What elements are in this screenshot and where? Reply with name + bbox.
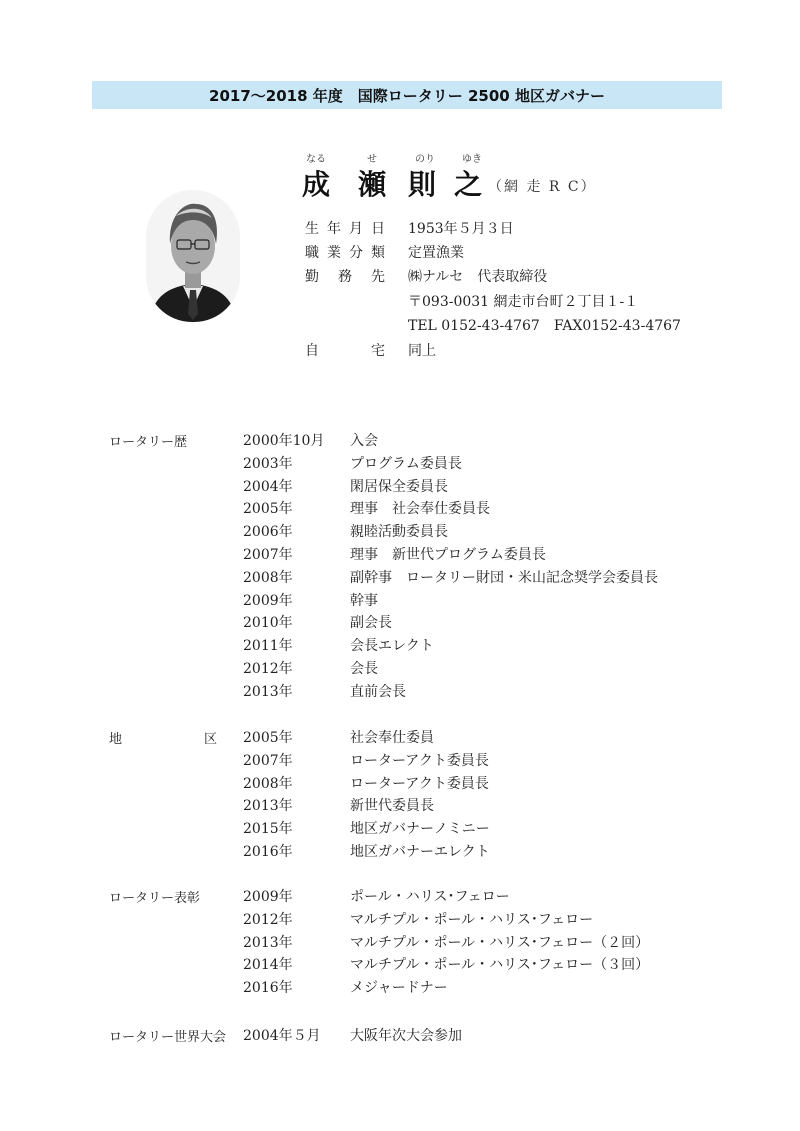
history-year: 2014年 [243,957,293,974]
history-desc: ローターアクト委員長 [350,752,489,769]
profile-label: 自 宅 [305,343,385,359]
history-desc: 理事 新世代プログラム委員長 [350,547,546,563]
history-year: 2013年 [243,934,293,951]
section-label: ロータリー表彰 [109,891,201,906]
history-desc: マルチプル・ポール・ハリス･フェロー（２回） [350,934,650,951]
history-desc: メジャードナー [350,980,448,997]
history-desc: 会長エレクト [350,638,434,655]
profile-value: TEL 0152-43-4767 FAX0152-43-4767 [408,318,681,334]
history-year: 2012年 [243,661,293,677]
history-desc: 幹事 [350,592,378,609]
history-desc: 親睦活動委員長 [350,524,448,541]
history-year: 2007年 [243,547,293,563]
profile-value: 定置漁業 [408,245,464,261]
profile-value: 〒093-0031 網走市台町２丁目１-１ [408,294,639,310]
history-desc: 理事 社会奉仕委員長 [350,501,490,518]
section-label: ロータリー歴 [109,435,188,450]
history-year: 2005年 [243,501,293,518]
history-desc: 副幹事 ロータリー財団・米山記念奨学会委員長 [350,569,658,586]
history-year: 2013年 [243,683,293,700]
history-desc: 閑居保全委員長 [350,478,448,495]
title-banner [92,81,722,109]
history-desc: 入会 [350,433,378,449]
profile-label: 勤 務 先 [305,269,385,285]
ruby-4: ゆき [462,154,482,165]
history-year: 2016年 [243,980,293,997]
history-year: 2004年５月 [243,1028,321,1044]
history-year: 2000年10月 [243,433,325,449]
name-char-3: 則 [408,168,437,201]
history-desc: 会長 [350,661,378,677]
club-name: （網 走 R C） [488,179,597,195]
banner-title: 2017～2018 年度 国際ロータリー 2500 地区ガバナー [209,86,605,105]
profile-label: 職 業 分 類 [305,245,385,261]
name-char-1: 成 [302,168,331,201]
history-desc: プログラム委員長 [350,455,462,472]
history-year: 2009年 [243,592,293,609]
history-desc: ローターアクト委員長 [350,775,489,792]
history-year: 2008年 [243,775,293,792]
history-desc: 地区ガバナーノミニー [350,821,490,838]
history-year: 2012年 [243,911,293,928]
history-year: 2004年 [243,478,293,495]
history-year: 2006年 [243,524,293,541]
history-desc: マルチプル・ポール・ハリス･フェロー [350,911,594,928]
history-year: 2013年 [243,798,293,815]
profile-value: 1953年５月３日 [408,221,514,237]
section-label: 地 区 [109,732,217,747]
history-year: 2008年 [243,569,293,586]
history-desc: ポール・ハリス･フェロー [350,889,510,905]
history-desc: 新世代委員長 [350,798,434,815]
ruby-1: なる [306,154,326,165]
name-char-4: 之 [454,168,483,201]
history-year: 2015年 [243,821,293,838]
profile-value: ㈱ナルセ 代表取締役 [408,269,548,285]
portrait-illustration [146,190,240,322]
history-desc: 副会長 [350,615,392,632]
history-desc: マルチプル・ポール・ハリス･フェロー（３回） [350,957,650,974]
history-desc: 地区ガバナーエレクト [350,844,490,860]
history-year: 2009年 [243,889,293,905]
ruby-3: のり [415,154,435,165]
history-year: 2010年 [243,615,293,632]
profile-label: 生 年 月 日 [305,221,385,237]
history-year: 2016年 [243,844,293,860]
history-year: 2007年 [243,752,293,769]
profile-value: 同上 [408,343,436,359]
section-label: ロータリー世界大会 [109,1030,227,1045]
history-year: 2005年 [243,730,293,746]
ruby-2: せ [367,154,377,165]
history-year: 2003年 [243,455,293,472]
portrait-photo [146,190,240,322]
name-char-2: 瀬 [358,168,387,201]
history-desc: 大阪年次大会参加 [350,1028,462,1044]
history-desc: 直前会長 [350,683,406,700]
history-year: 2011年 [243,638,293,655]
history-desc: 社会奉仕委員 [350,730,434,746]
